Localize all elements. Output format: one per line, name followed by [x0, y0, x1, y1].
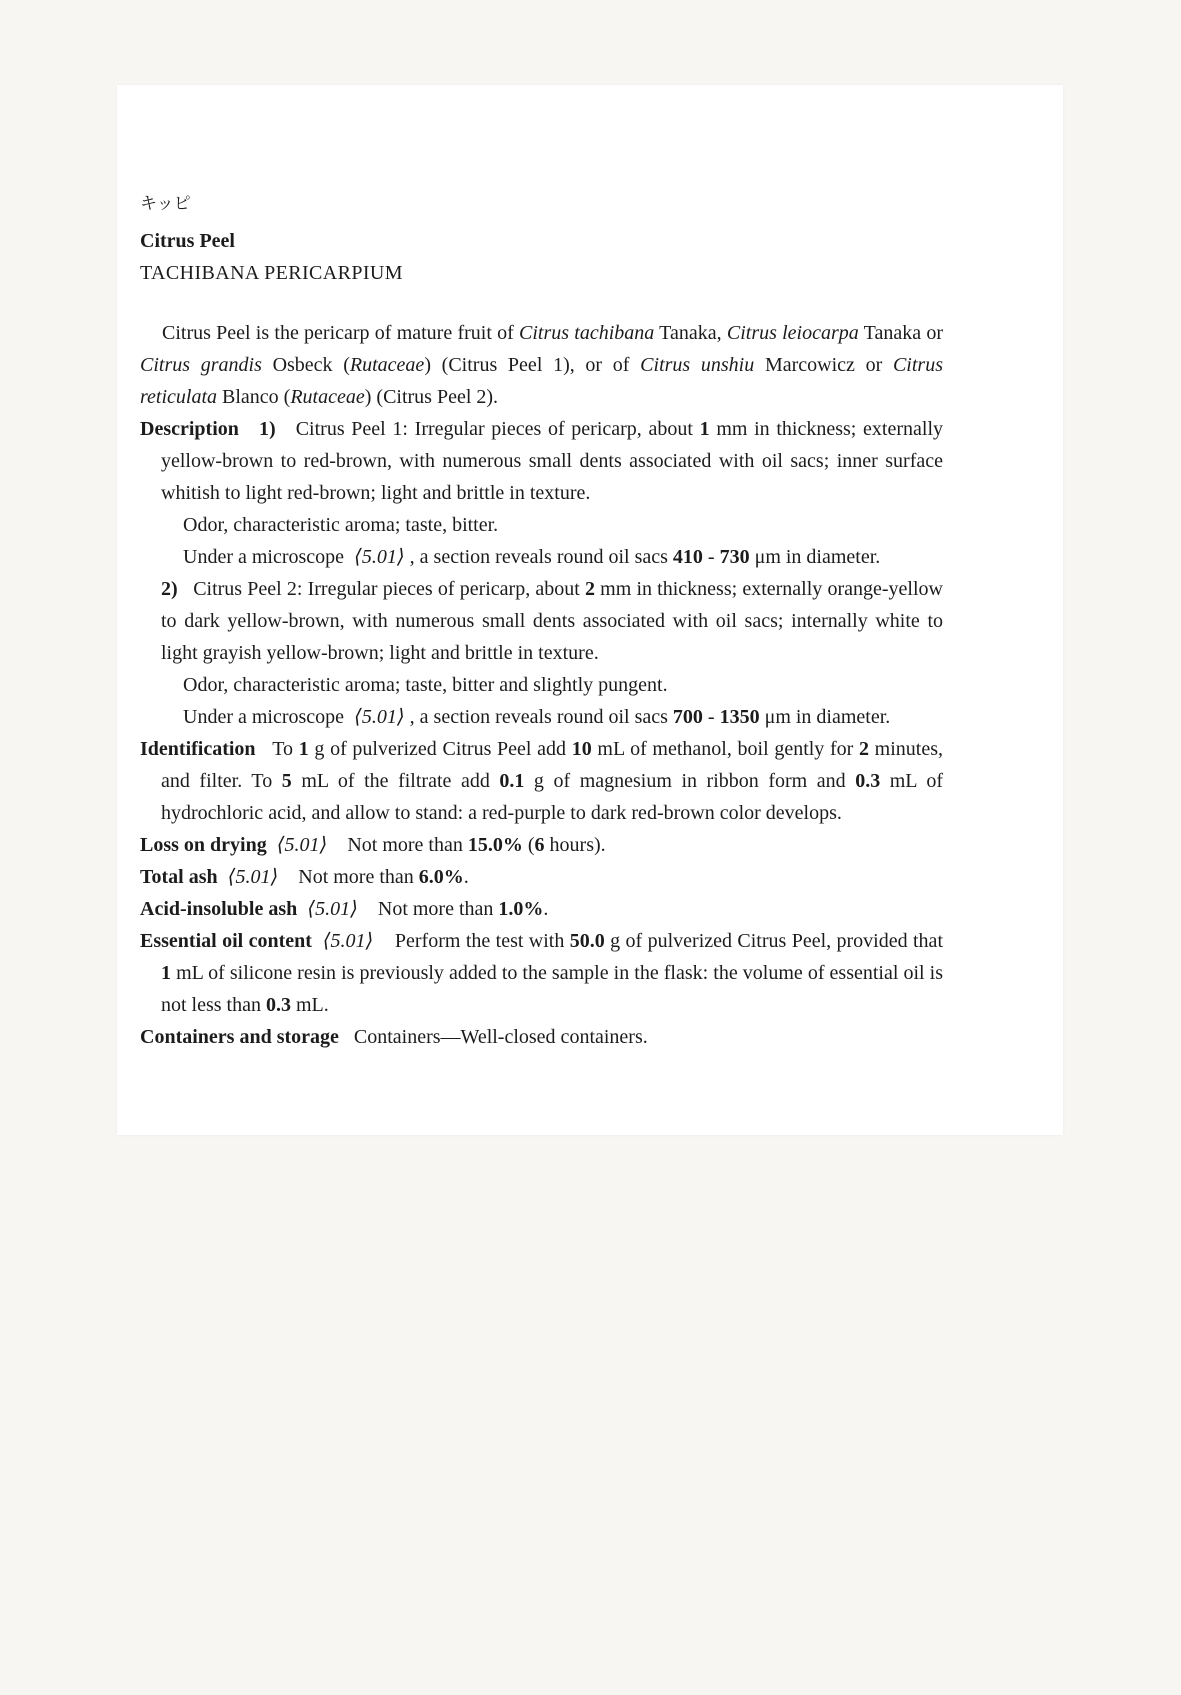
text-segment: Citrus Peel is the pericarp of mature fruit of	[162, 322, 520, 344]
description-item-2	[161, 573, 943, 669]
text-segment: Acid-insoluble ash	[140, 898, 298, 920]
text-segment: Citrus unshiu	[640, 354, 755, 376]
text-segment: 15.0%	[467, 834, 523, 856]
text-segment: mL of hydrochloric acid, and allow to stand: a red-purple to dark red-brown color develops.	[161, 770, 943, 824]
text-segment: 1	[298, 738, 309, 760]
containers-and-storage-section	[140, 1021, 943, 1053]
text-segment: 0.3	[266, 994, 291, 1016]
text-segment: Not more than	[357, 898, 499, 920]
text-segment: Rutaceae	[349, 354, 425, 376]
text-segment: 2)	[161, 578, 178, 600]
text-segment: ) (Citrus Peel 1), or of	[424, 354, 641, 376]
essential-oil-content-section	[140, 925, 943, 1021]
text-segment	[267, 834, 277, 856]
text-segment: Under a microscope	[183, 546, 355, 568]
text-segment: , a section reveals round oil sacs	[404, 706, 673, 728]
text-segment	[218, 866, 228, 888]
microscope-paragraph-1	[161, 541, 943, 573]
microscope-paragraph-2	[161, 701, 943, 733]
text-segment	[297, 898, 307, 920]
text-segment: μm in diameter.	[749, 546, 881, 568]
total-ash-section	[140, 861, 943, 893]
intro-paragraph	[140, 317, 943, 413]
text-segment: g of pulverized Citrus Peel add	[308, 738, 572, 760]
text-segment: g of pulverized Citrus Peel, provided that	[604, 930, 943, 952]
acid-insoluble-ash-section	[140, 893, 943, 925]
text-segment: Essential oil content	[140, 930, 312, 952]
text-segment: 10	[571, 738, 592, 760]
text-segment: .	[463, 866, 469, 888]
text-segment: Description	[140, 418, 239, 440]
monograph-title: Citrus Peel	[140, 230, 235, 252]
text-segment: ⟨5.01⟩	[276, 834, 328, 856]
text-segment: 730	[719, 546, 750, 568]
text-segment: g of magnesium in ribbon form and	[524, 770, 856, 792]
odor-paragraph-1	[161, 509, 943, 541]
text-segment: ⟨5.01⟩	[307, 898, 358, 920]
text-segment: Citrus leiocarpa	[726, 322, 859, 344]
text-segment: μm in diameter.	[759, 706, 891, 728]
text-segment: Rutaceae	[290, 386, 365, 408]
text-segment: Loss on drying	[140, 834, 267, 856]
text-segment: mL of methanol, boil gently for	[591, 738, 859, 760]
text-segment: Citrus Peel 1: Irregular pieces of pericarp, about	[275, 418, 700, 440]
text-segment: ⟨5.01⟩	[354, 546, 405, 568]
text-segment: -	[702, 546, 720, 568]
loss-on-drying-section	[140, 829, 943, 861]
text-segment: 1	[699, 418, 710, 440]
text-segment: 2	[584, 578, 595, 600]
text-segment: Tanaka,	[654, 322, 727, 344]
text-segment: 410	[672, 546, 703, 568]
text-segment: Not more than	[278, 866, 419, 888]
text-segment: 2	[858, 738, 869, 760]
text-segment: Citrus Peel 2: Irregular pieces of pericarp, about	[177, 578, 585, 600]
text-segment: (	[522, 834, 535, 856]
text-segment: Under a microscope	[183, 706, 355, 728]
text-segment: Total ash	[140, 866, 218, 888]
text-segment: To	[255, 738, 299, 760]
text-segment: 6.0%	[418, 866, 464, 888]
text-segment	[312, 930, 323, 952]
text-segment: , a section reveals round oil sacs	[404, 546, 673, 568]
text-segment: Citrus reticulata	[140, 354, 943, 408]
text-segment: Tanaka or	[858, 322, 944, 344]
text-segment: Not more than	[327, 834, 468, 856]
text-segment: mL of silicone resin is previously added to the sample in the flask: the volume of essential oil is not less than	[161, 962, 943, 1016]
text-segment: minutes, and filter. To	[161, 738, 943, 792]
text-segment: Identification	[140, 738, 256, 760]
text-segment: Containers and storage	[140, 1026, 339, 1048]
text-segment: .	[543, 898, 549, 920]
text-segment: Citrus grandis	[140, 354, 262, 376]
text-segment: Odor, characteristic aroma; taste, bitter and slightly pungent.	[183, 674, 668, 696]
latin-title: TACHIBANA PERICARPIUM	[140, 262, 403, 284]
text-segment: 0.3	[855, 770, 881, 792]
text-segment: hours).	[544, 834, 606, 856]
text-segment: 50.0	[569, 930, 605, 952]
text-segment: 5	[281, 770, 292, 792]
text-segment: 700	[672, 706, 703, 728]
text-segment	[239, 418, 259, 440]
odor-paragraph-2	[161, 669, 943, 701]
text-segment: ⟨5.01⟩	[354, 706, 405, 728]
text-segment: Osbeck (	[261, 354, 350, 376]
text-segment: mL of the filtrate add	[291, 770, 500, 792]
kana-title: キッピ	[140, 194, 191, 213]
text-segment: Citrus tachibana	[519, 322, 655, 344]
text-segment: 6	[534, 834, 545, 856]
text-segment: mm in thickness; externally yellow-brown to red-brown, with numerous small dents associated with oil sacs; inner surface whitish to light red-brown; light and brittle in texture.	[161, 418, 943, 504]
text-segment: 1350	[719, 706, 760, 728]
text-segment: Containers—Well-closed containers.	[338, 1026, 648, 1048]
text-segment: Odor, characteristic aroma; taste, bitter.	[183, 514, 499, 536]
text-segment: mm in thickness; externally orange-yellow to dark yellow-brown, with numerous small dents associated with oil sacs; internally white to light grayish yellow-brown; light and brittle in texture.	[161, 578, 943, 664]
text-segment: ⟨5.01⟩	[322, 930, 374, 952]
text-segment: 1)	[258, 418, 276, 440]
text-segment: 1	[161, 962, 171, 984]
text-segment: ) (Citrus Peel 2).	[364, 386, 499, 408]
identification-section	[140, 733, 943, 829]
text-segment: mL.	[291, 994, 329, 1016]
text-segment: Marcowicz or	[754, 354, 893, 376]
text-segment: ⟨5.01⟩	[227, 866, 279, 888]
document-page	[117, 85, 1063, 1135]
text-segment: 0.1	[499, 770, 525, 792]
description-section	[140, 413, 943, 509]
text-segment: -	[702, 706, 720, 728]
text-segment: 1.0%	[498, 898, 544, 920]
text-segment: Perform the test with	[373, 930, 570, 952]
text-segment: Blanco (	[217, 386, 291, 408]
